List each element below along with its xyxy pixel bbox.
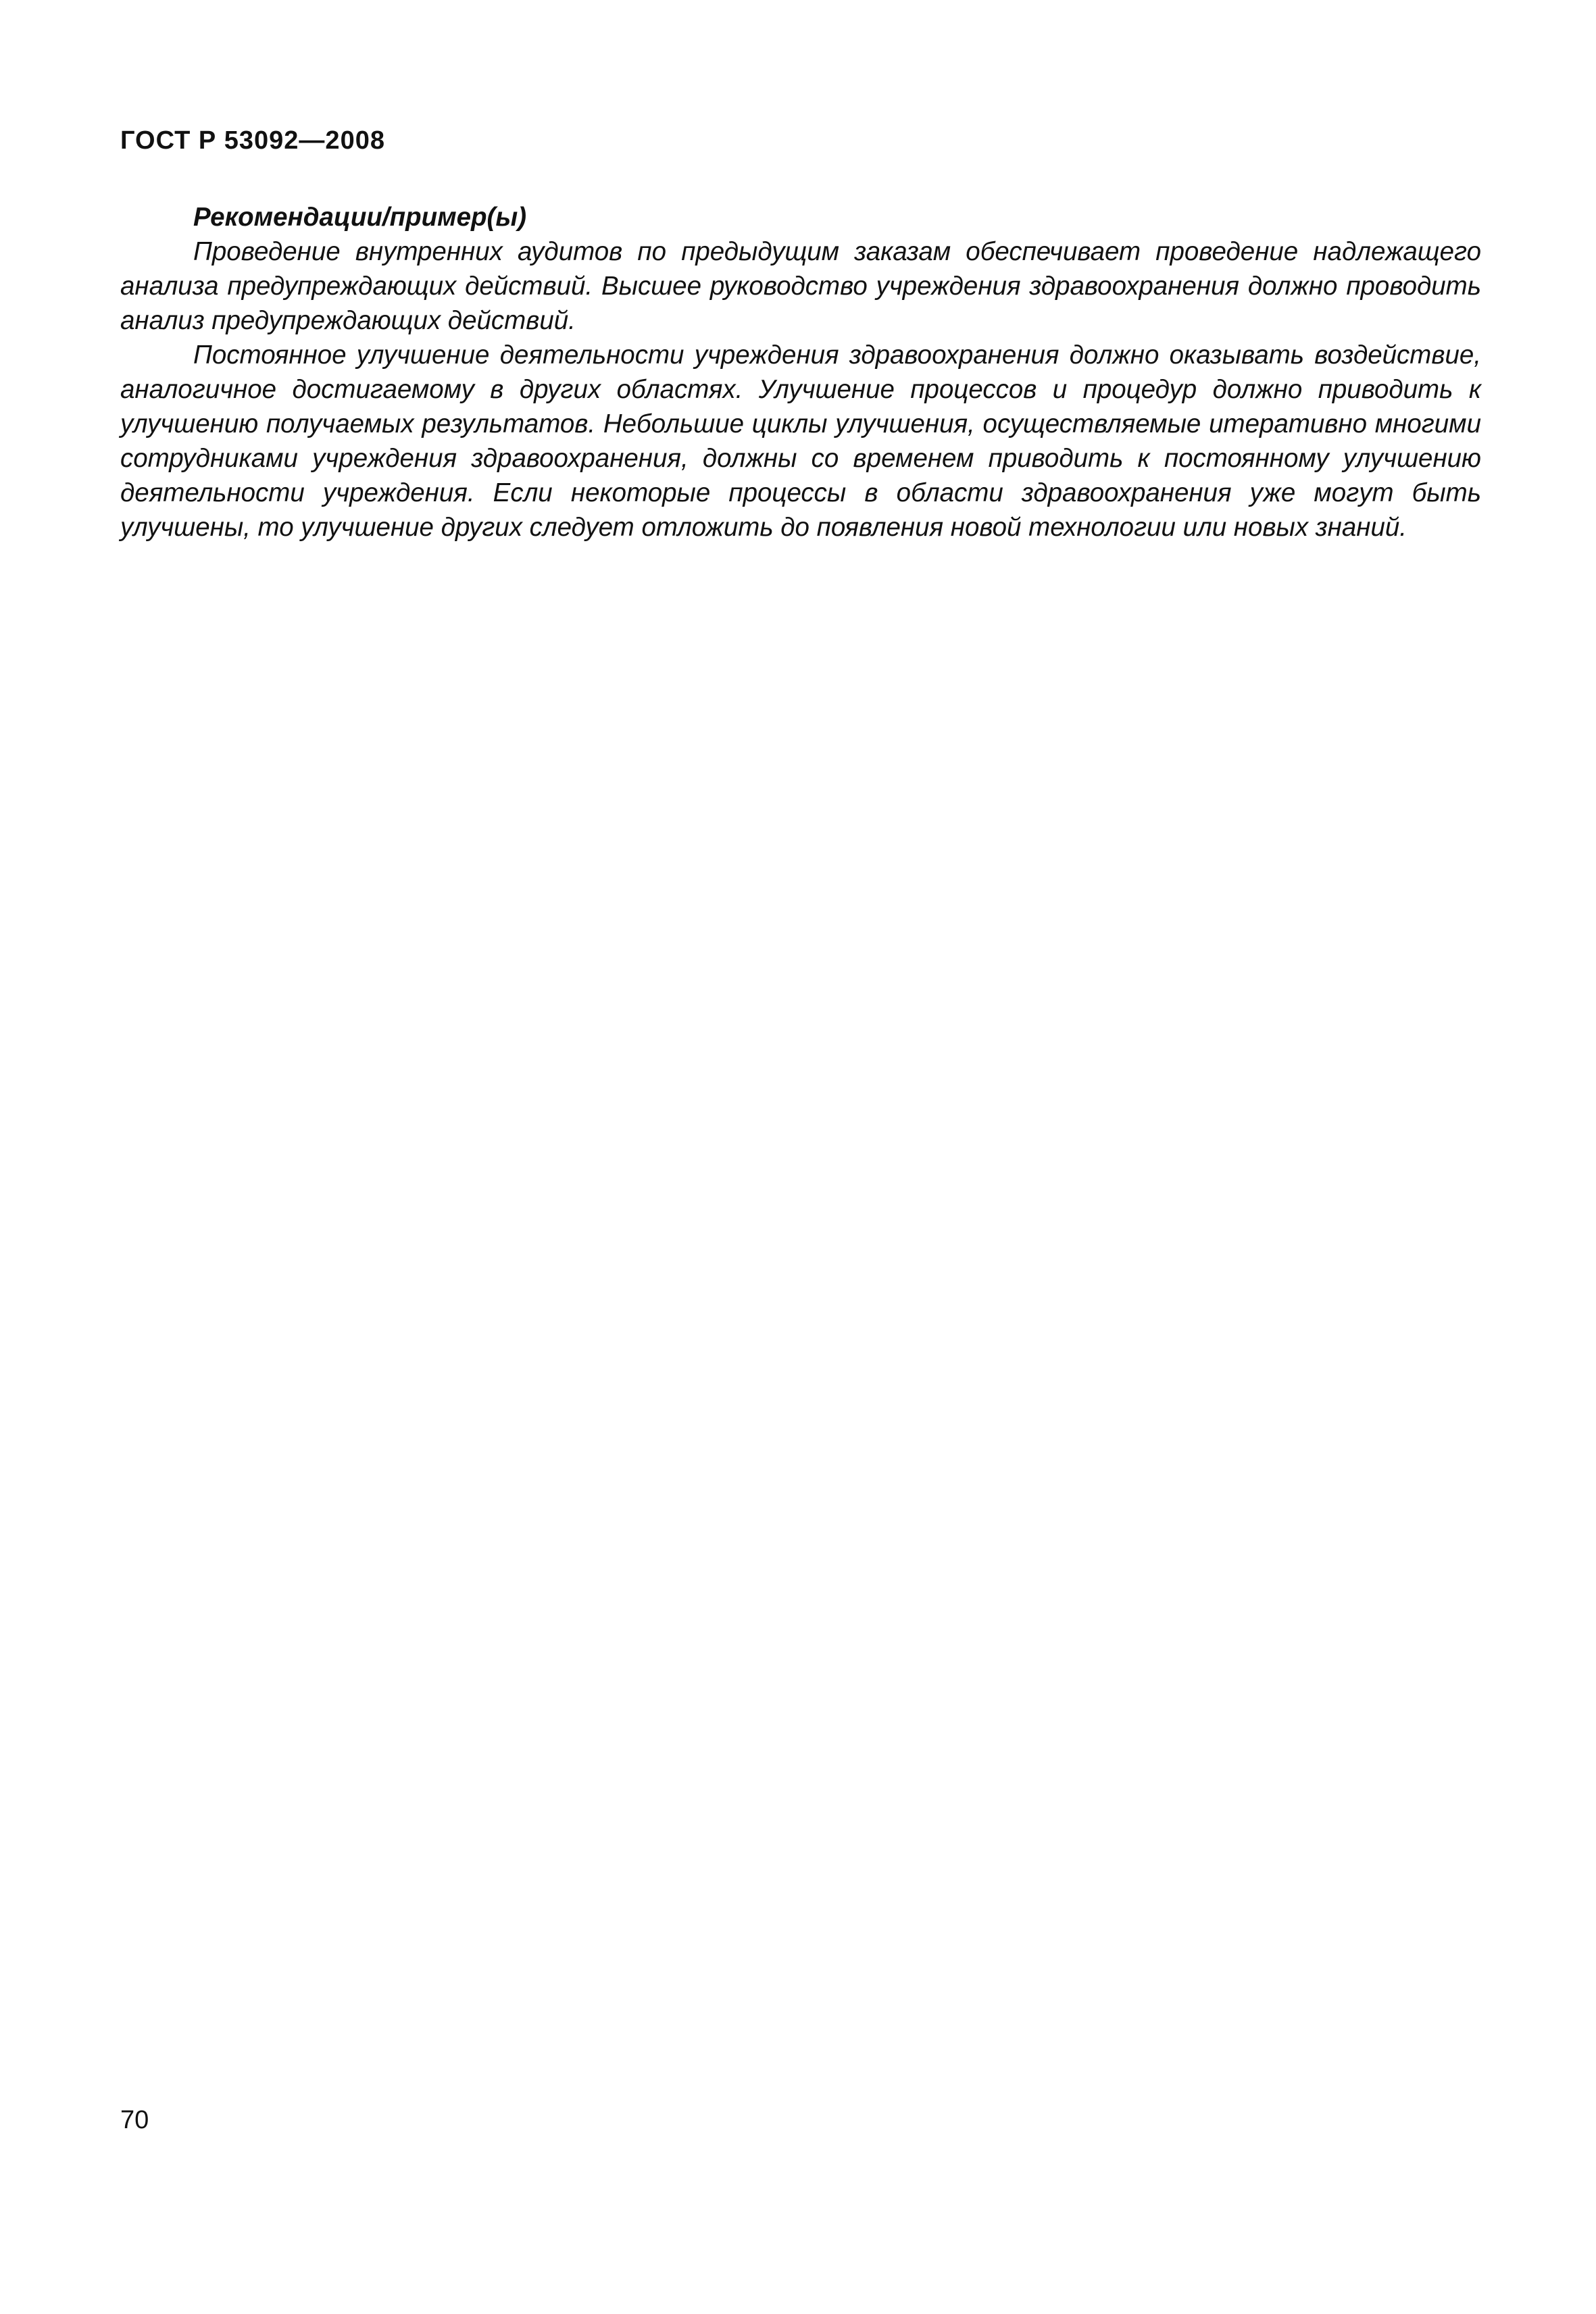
standard-header: ГОСТ Р 53092—2008 xyxy=(120,126,385,155)
paragraph-improvement: Постоянное улучшение деятельности учреждения здравоохранения должно оказывать воздействие, аналогичное достигаемому в других областях. Улучшение процессов и процедур должно приводить к улучшению получаемых результатов. Небольшие циклы улучшения, осуществляемые итеративно многими сотрудниками учреждения здравоохранения, должны со временем приводить к постоянному улучшению деятельности учреждения. Если некоторые процессы в области здравоохранения уже могут быть улучшены, то улучшение других следует отложить до появления новой технологии или новых знаний. xyxy=(120,341,1481,542)
body-text xyxy=(120,200,1481,545)
paragraph-audits: Проведение внутренних аудитов по предыдущим заказам обеспечивает проведение надлежащего анализа предупреждающих действий. Высшее руководство учреждения здравоохранения должно проводить анализ предупреждающих действий. xyxy=(120,237,1481,335)
section-heading: Рекомендации/пример(ы) xyxy=(193,203,527,232)
page-number: 70 xyxy=(120,2106,149,2134)
